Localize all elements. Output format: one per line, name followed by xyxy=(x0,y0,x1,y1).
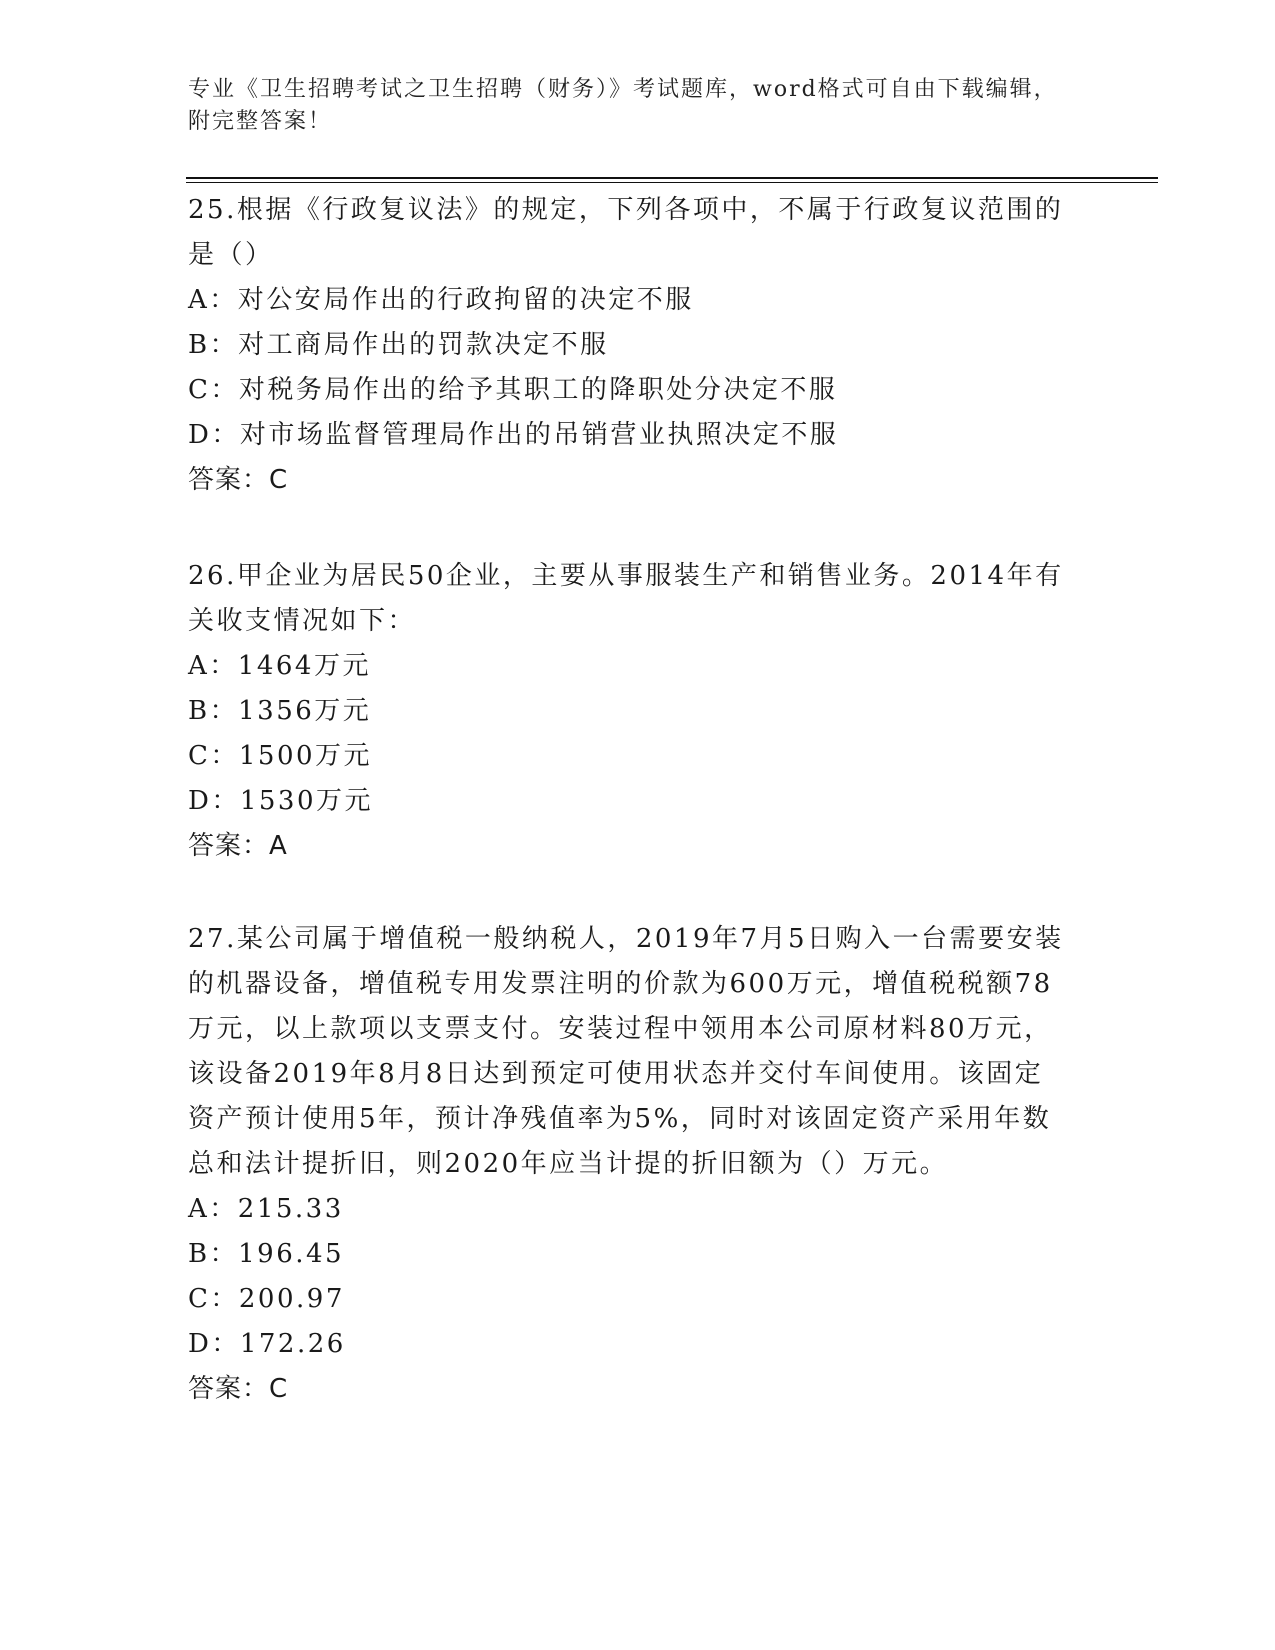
option-c: C：200.97 xyxy=(188,1284,345,1314)
question-stem: 25.根据《行政复议法》的规定，下列各项中，不属于行政复议范围的是（） xyxy=(188,195,1064,270)
option-d: D：172.26 xyxy=(188,1329,346,1359)
question-stem: 26.甲企业为居民50企业，主要从事服装生产和销售业务。2014年有关收支情况如下： xyxy=(188,561,1064,636)
option-b: B：1356万元 xyxy=(188,696,372,726)
option-c: C：1500万元 xyxy=(188,741,373,771)
header-divider-thick xyxy=(186,177,1158,179)
option-d: D：对市场监督管理局作出的吊销营业执照决定不服 xyxy=(188,420,839,450)
answer: 答案：A xyxy=(188,831,288,861)
question-stem: 27.某公司属于增值税一般纳税人，2019年7月5日购入一台需要安装的机器设备，增值税专用发票注明的价款为600万元，增值税税额78万元，以上款项以支票支付。安装过程中领用本公司原材料80万元，该设备2019年8月8日达到预定可使用状态并交付车间使用。该固定资产预计使用5年，预计净残值率为5%，同时对该固定资产采用年数总和法计提折旧，则2020年应当计提的折旧额为（）万元。 xyxy=(188,924,1064,1179)
question-26 xyxy=(188,554,1068,869)
option-c: C：对税务局作出的给予其职工的降职处分决定不服 xyxy=(188,375,838,405)
answer: 答案：C xyxy=(188,1374,289,1404)
option-d: D：1530万元 xyxy=(188,786,374,816)
option-a: A：215.33 xyxy=(188,1194,344,1224)
option-a: A：1464万元 xyxy=(188,651,371,681)
document-header: 专业《卫生招聘考试之卫生招聘（财务）》考试题库，word格式可自由下载编辑，附完整答案！ xyxy=(188,77,1058,134)
option-a: A：对公安局作出的行政拘留的决定不服 xyxy=(188,285,694,315)
question-25 xyxy=(188,188,1068,503)
option-b: B：196.45 xyxy=(188,1239,345,1269)
option-b: B：对工商局作出的罚款决定不服 xyxy=(188,330,609,360)
question-27 xyxy=(188,917,1068,1412)
header-divider-thin xyxy=(186,182,1158,183)
answer: 答案：C xyxy=(188,465,289,495)
